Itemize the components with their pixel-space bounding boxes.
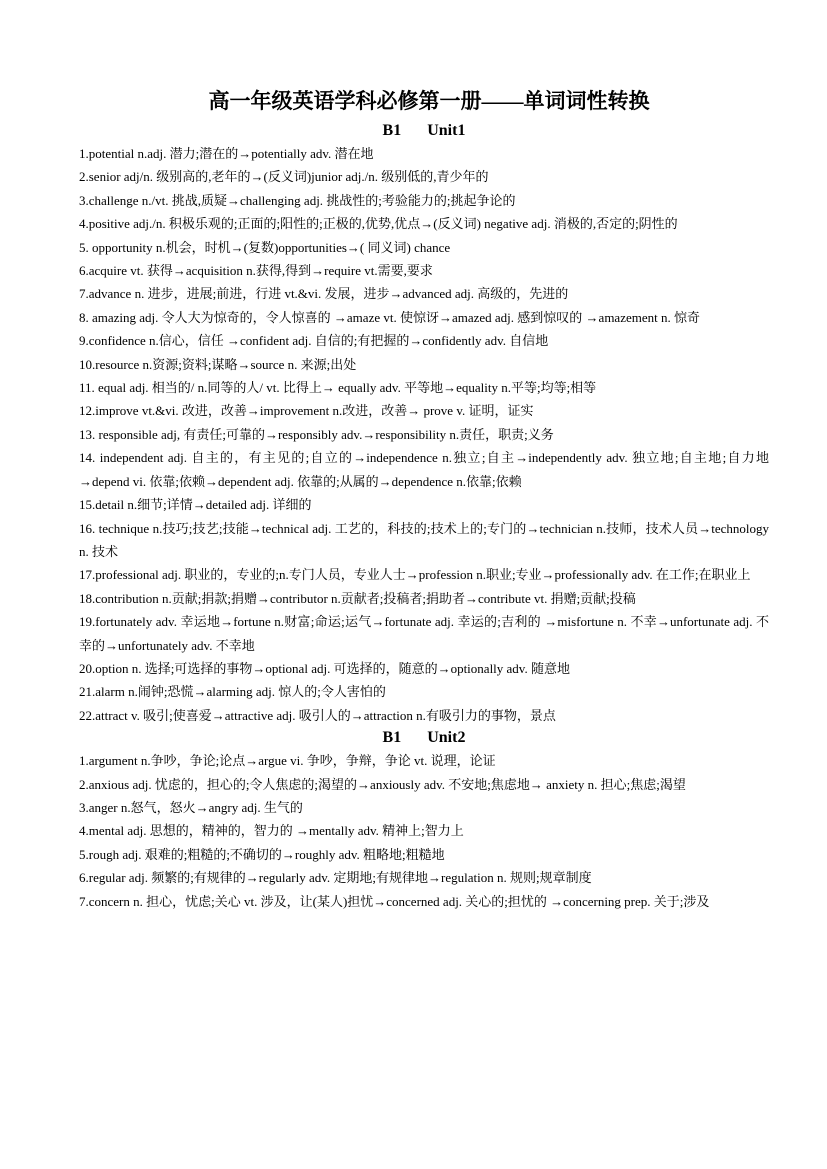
- vocab-entry: 18.contribution n.贡献;捐款;捐赠→contributor n.贡献者;投稿者;捐助者→contribute vt. 捐赠;贡献;投稿: [79, 590, 636, 606]
- vocab-entry: 9.confidence n.信心，信任 →confident adj. 自信的;有把握的→confidently adv. 自信地: [79, 333, 549, 349]
- page-title: 高一年级英语学科必修第一册——单词词性转换: [208, 89, 650, 113]
- vocab-entry: 3.anger n.怒气，怒火→angry adj. 生气的: [79, 799, 303, 815]
- vocab-entry: 17.professional adj. 职业的，专业的;n.专门人员，专业人士→profession n.职业;专业→professionally adv. 在工作;在职业上: [79, 567, 751, 583]
- vocab-entry: 14. independent adj. 自主的，有主见的;自立的→independence n.独立;自主→independently adv. 独立地;自主地;自力地→depend vi. 依靠;依赖→dependent adj. 依靠的;从属的→dependence n.依靠;依赖: [79, 450, 769, 489]
- vocab-entry: 16. technique n.技巧;技艺;技能→technical adj. 工艺的，科技的;技术上的;专门的→technician n.技师，技术人员→technology n. 技术: [79, 520, 769, 559]
- vocab-entry: 5.rough adj. 艰难的;粗糙的;不确切的→roughly adv. 粗略地;粗糙地: [79, 846, 445, 862]
- vocab-entry: 5. opportunity n.机会，时机→(复数)opportunities→( 同义词) chance: [79, 239, 451, 255]
- vocab-entry: 4.mental adj. 思想的，精神的，智力的 →mentally adv. 精神上;智力上: [79, 823, 464, 839]
- vocab-entry: 21.alarm n.闹钟;恐慌→alarming adj. 惊人的;令人害怕的: [79, 684, 386, 700]
- vocab-entry: 7.concern n. 担心，忧虑;关心 vt. 涉及，让(某人)担忧→concerned adj. 关心的;担忧的 →concerning prep. 关于;涉及: [79, 893, 710, 909]
- unit-heading: B1 Unit1: [382, 122, 466, 139]
- vocab-entry: 19.fortunately adv. 幸运地→fortune n.财富;命运;运气→fortunate adj. 幸运的;吉利的 →misfortune n. 不幸→unfortunate adj. 不幸的→unfortunately adv. 不幸地: [79, 614, 769, 653]
- vocab-entry: 2.senior adj/n. 级别高的,老年的→(反义词)junior adj./n. 级别低的,青少年的: [79, 169, 489, 185]
- vocab-entry: 7.advance n. 进步，进展;前进，行进 vt.&vi. 发展，进步→advanced adj. 高级的，先进的: [79, 286, 569, 302]
- vocab-entry: 20.option n. 选择;可选择的事物→optional adj. 可选择的，随意的→optionally adv. 随意地: [79, 660, 570, 676]
- vocab-entry: 11. equal adj. 相当的/ n.同等的人/ vt. 比得上→ equally adv. 平等地→equality n.平等;均等;相等: [79, 380, 597, 396]
- vocab-entry: 6.regular adj. 频繁的;有规律的→regularly adv. 定期地;有规律地→regulation n. 规则;规章制度: [79, 870, 592, 886]
- unit-heading: B1 Unit2: [382, 729, 466, 747]
- vocab-entry: 3.challenge n./vt. 挑战,质疑→challenging adj. 挑战性的;考验能力的;挑起争论的: [79, 192, 516, 208]
- vocab-entry: 1.potential n.adj. 潜力;潜在的→potentially adv. 潜在地: [79, 146, 374, 161]
- sections-container: [79, 120, 769, 913]
- vocab-entry: 12.improve vt.&vi. 改进，改善→improvement n.改进，改善→ prove v. 证明，证实: [79, 403, 534, 419]
- vocab-entry: 6.acquire vt. 获得→acquisition n.获得,得到→require vt.需要,要求: [79, 263, 433, 279]
- vocab-entry: 22.attract v. 吸引;使喜爱→attractive adj. 吸引人的→attraction n.有吸引力的事物，景点: [79, 707, 556, 723]
- vocab-entry: 13. responsible adj, 有责任;可靠的→responsibly adv.→responsibility n.责任，职责;义务: [79, 426, 554, 442]
- vocab-entry: 2.anxious adj. 忧虑的，担心的;令人焦虑的;渴望的→anxiously adv. 不安地;焦虑地→ anxiety n. 担心;焦虑;渴望: [79, 776, 686, 792]
- vocab-entry: 1.argument n.争吵，争论;论点→argue vi. 争吵，争辩，争论 vt. 说理，论证: [79, 753, 496, 769]
- vocab-entry: 4.positive adj./n. 积极乐观的;正面的;阳性的;正极的,优势,优点→(反义词) negative adj. 消极的,否定的;阴性的: [79, 216, 678, 232]
- vocab-entry: 8. amazing adj. 令人大为惊奇的，令人惊喜的 →amaze vt. 使惊讶→amazed adj. 感到惊叹的 →amazement n. 惊奇: [79, 309, 700, 325]
- vocab-entry: 15.detail n.细节;详情→detailed adj. 详细的: [79, 497, 312, 513]
- vocab-entry: 10.resource n.资源;资料;谋略→source n. 来源;出处: [79, 356, 357, 372]
